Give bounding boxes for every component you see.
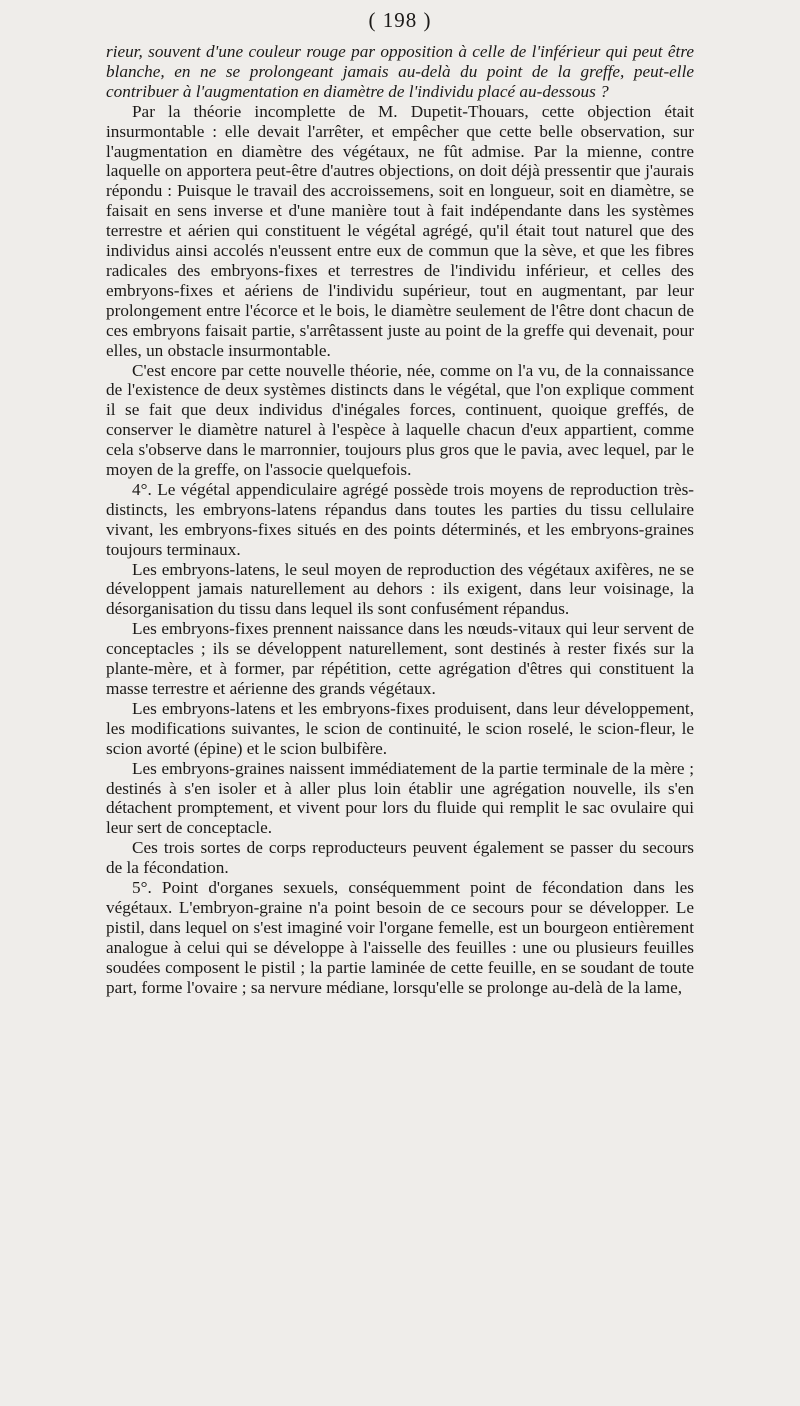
page-number: ( 198 ) (368, 8, 432, 32)
body-text (106, 42, 694, 998)
paragraph-5: Les embryons-latens, le seul moyen de reproduction des végétaux axifères, ne se développent jamais naturellement au dehors : ils exigent, dans leur voisinage, la désorganisation du tissu dans lequel ils sont confusément répandus. (106, 559, 694, 619)
paragraph-10: 5°. Point d'organes sexuels, conséquemment point de fécondation dans les végétaux. L'embryon-graine n'a point besoin de ce secours pour se développer. Le pistil, dans lequel on s'est imaginé voir l'organe femelle, est un bourgeon entièrement analogue à celui qui se développe à l'aisselle des feuilles : une ou plusieurs feuilles soudées composent le pistil ; la partie laminée de cette feuille, en se soudant de toute part, forme l'ovaire ; sa nervure médiane, lorsqu'elle se prolonge au-delà de la lame, (106, 878, 694, 997)
paragraph-9: Ces trois sortes de corps reproducteurs peuvent également se passer du secours de la fécondation. (106, 838, 694, 878)
paragraph-6: Les embryons-fixes prennent naissance dans les nœuds-vitaux qui leur servent de conceptacles ; ils se développent naturellement, sont destinés à rester fixés sur la plante-mère, et à former, par répétition, cette agrégation d'êtres qui constituent la masse terrestre et aérienne des grands végétaux. (106, 619, 694, 698)
paragraph-2: Par la théorie incomplette de M. Dupetit-Thouars, cette objection était insurmontable : elle devait l'arrêter, et empêcher que cette belle observation, sur l'augmentation en diamètre des végétaux, ne fût admise. Par la mienne, contre laquelle on apportera peut-être d'autres objections, on doit déjà pressentir que j'aurais répondu : Puisque le travail des accroissemens, soit en longueur, soit en diamètre, se faisait en sens inverse et d'une manière tout à fait indépendante dans les systèmes terrestre et aérien qui constituent le végétal agrégé, qu'il était tout naturel que des individus ainsi accolés n'eussent entre eux de commun que la sève, et que les fibres radicales des embryons-fixes et terrestres de l'individu inférieur, et celles des embryons-fixes et aériens de l'individu supérieur, tout en augmentant, par leur prolongement entre l'écorce et le bois, le diamètre seulement de l'être dont chacun de ces embryons faisait partie, s'arrêtassent juste au point de la greffe qui devenait, pour elles, un obstacle insurmontable. (106, 101, 694, 360)
paragraph-7: Les embryons-latens et les embryons-fixes produisent, dans leur développement, les modifications suivantes, le scion de continuité, le scion roselé, le scion-fleur, le scion avorté (épine) et le scion bulbifère. (106, 698, 694, 758)
paragraph-3: C'est encore par cette nouvelle théorie, née, comme on l'a vu, de la connaissance de l'existence de deux systèmes distincts dans le végétal, que l'on explique comment il se fait que deux individus d'inégales forces, continuent, quoique greffés, de conserver le diamètre naturel à l'espèce à laquelle chacun d'eux appartient, comme cela s'observe dans le marronnier, toujours plus gros que le pavia, avec lequel, par le moyen de la greffe, on l'associe quelquefois. (106, 360, 694, 480)
paragraph-1: rieur, souvent d'une couleur rouge par opposition à celle de l'inférieur qui peut être blanche, en ne se prolongeant jamais au-delà du point de la greffe, peut-elle contribuer à l'augmentation en diamètre de l'individu placé au-dessous ? (106, 42, 694, 101)
paragraph-4: 4°. Le végétal appendiculaire agrégé possède trois moyens de reproduction très-distincts, les embryons-latens répandus dans toutes les parties du tissu cellulaire vivant, les embryons-fixes situés en des points déterminés, et les embryons-graines toujours terminaux. (106, 479, 694, 559)
paragraph-8: Les embryons-graines naissent immédiatement de la partie terminale de la mère ; destinés à s'en isoler et à aller plus loin établir une agrégation nouvelle, ils s'en détachent promptement, et vivent pour lors du fluide qui remplit le sac ovulaire qui leur sert de conceptacle. (106, 758, 694, 838)
